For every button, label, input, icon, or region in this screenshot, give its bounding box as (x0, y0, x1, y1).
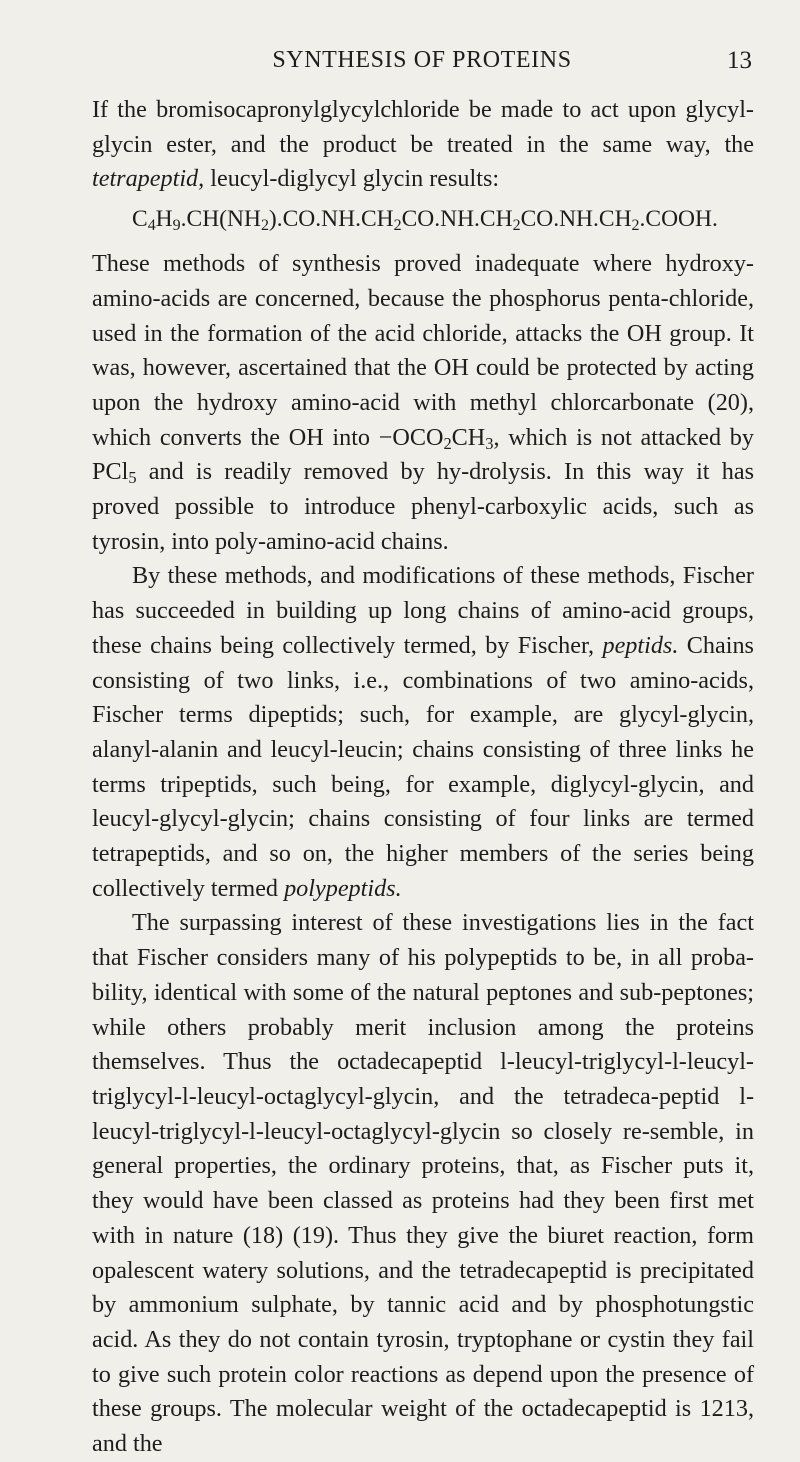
paragraph-3-text-a: By these methods, and modifications of these methods, Fischer has succeeded in building up long chains of amino-acid groups, these chains being collectively termed, by Fischer, (92, 562, 754, 659)
running-title: SYNTHESIS OF PROTEINS (272, 47, 572, 73)
paragraph-2-text-c: , which is not attacked by PCl (92, 423, 754, 486)
body-text (92, 93, 754, 1462)
formula-part: CO.NH.CH (520, 206, 632, 233)
paragraph-2-text-b: CH (451, 423, 486, 451)
formula-part: .CH(NH (180, 206, 261, 233)
chemical-formula (92, 203, 754, 235)
paragraph-4-text: The surpassing interest of these investigations lies in the fact that Fischer considers many of his polypeptids to be, in all proba-bility, identical with some of the natural peptones and sub-peptones; while others probably merit inclusion among the proteins themselves. Thus the octadecapeptid l-leucyl-triglycyl-l-leucyl-triglycyl-l-leucyl-octaglycyl-glycin, and the tetradeca-peptid l-leucyl-triglycyl-l-leucyl-octaglycyl-glycin so closely re-semble, in general properties, the ordinary proteins, that, as Fischer puts it, they would have been classed as proteins had they been first met with in nature (18) (19). Thus they give the biuret reaction, form opalescent watery solutions, and the tetradecapeptid is precipitated by ammonium sulphate, by tannic acid and by phosphotungstic acid. As they do not contain tyrosin, tryptophane or cystin they fail to give such protein color reactions as depend upon the presence of these groups. The molecular weight of the octadecapeptid is 1213, and the (92, 909, 754, 1458)
paragraph-1 (92, 93, 754, 197)
paragraph-2 (92, 247, 754, 559)
subscript: 2 (443, 433, 452, 453)
paragraph-3-text-b: Chains consisting of two links, i.e., combinations of two amino-acids, Fischer terms dipeptids; such, for example, are glycyl-glycin, alanyl-alanin and leucyl-leucin; chains consisting of three links he terms tripeptids, such being, for example, diglycyl-glycin, and leucyl-glycyl-glycin; chains consisting of four links are termed tetrapeptids, and so on, the higher members of the series being collectively termed (92, 631, 754, 902)
paragraph-1-text-a: If the bromisocapronylglycylchloride be made to act upon glycyl-glycin ester, and the product be treated in the same way, the (92, 96, 754, 158)
formula-subscript: 2 (631, 217, 640, 235)
paragraph-3 (92, 559, 754, 906)
formula-subscript: 9 (172, 217, 181, 235)
formula-part: ).CO.NH.CH (268, 206, 394, 233)
formula-part: H (155, 206, 173, 233)
subscript: 5 (128, 468, 137, 488)
page-number: 13 (727, 47, 752, 74)
formula-subscript: 2 (512, 217, 521, 235)
formula-part: C (132, 206, 148, 233)
paragraph-1-text-b: leucyl-diglycyl glycin results: (204, 165, 500, 193)
formula-part: CO.NH.CH (401, 206, 513, 233)
paragraph-4 (92, 906, 754, 1461)
formula-part: .COOH. (639, 206, 718, 233)
paragraph-2-text-a: These methods of synthesis proved inadequate where hydroxy-amino-acids are concerned, because the phosphorus penta-chloride, used in the formation of the acid chloride, attacks the OH group. It was, however, ascertained that the OH could be protected by acting upon the hydroxy amino-acid with methyl chlorcarbonate (20), which converts the OH into −OCO (92, 250, 754, 451)
page-header (92, 47, 752, 79)
paragraph-2-text-d: and is readily removed by hy-drolysis. In this way it has proved possible to introduce phenyl-carboxylic acids, such as tyrosin, into poly-amino-acid chains. (92, 458, 754, 555)
term-peptids: peptids. (602, 631, 679, 659)
formula-subscript: 2 (260, 217, 269, 235)
term-tetrapeptid: tetrapeptid, (92, 165, 205, 193)
formula-subscript: 4 (147, 217, 156, 235)
term-polypeptids: polypeptids. (284, 874, 402, 902)
subscript: 3 (485, 433, 494, 453)
formula-subscript: 2 (393, 217, 402, 235)
